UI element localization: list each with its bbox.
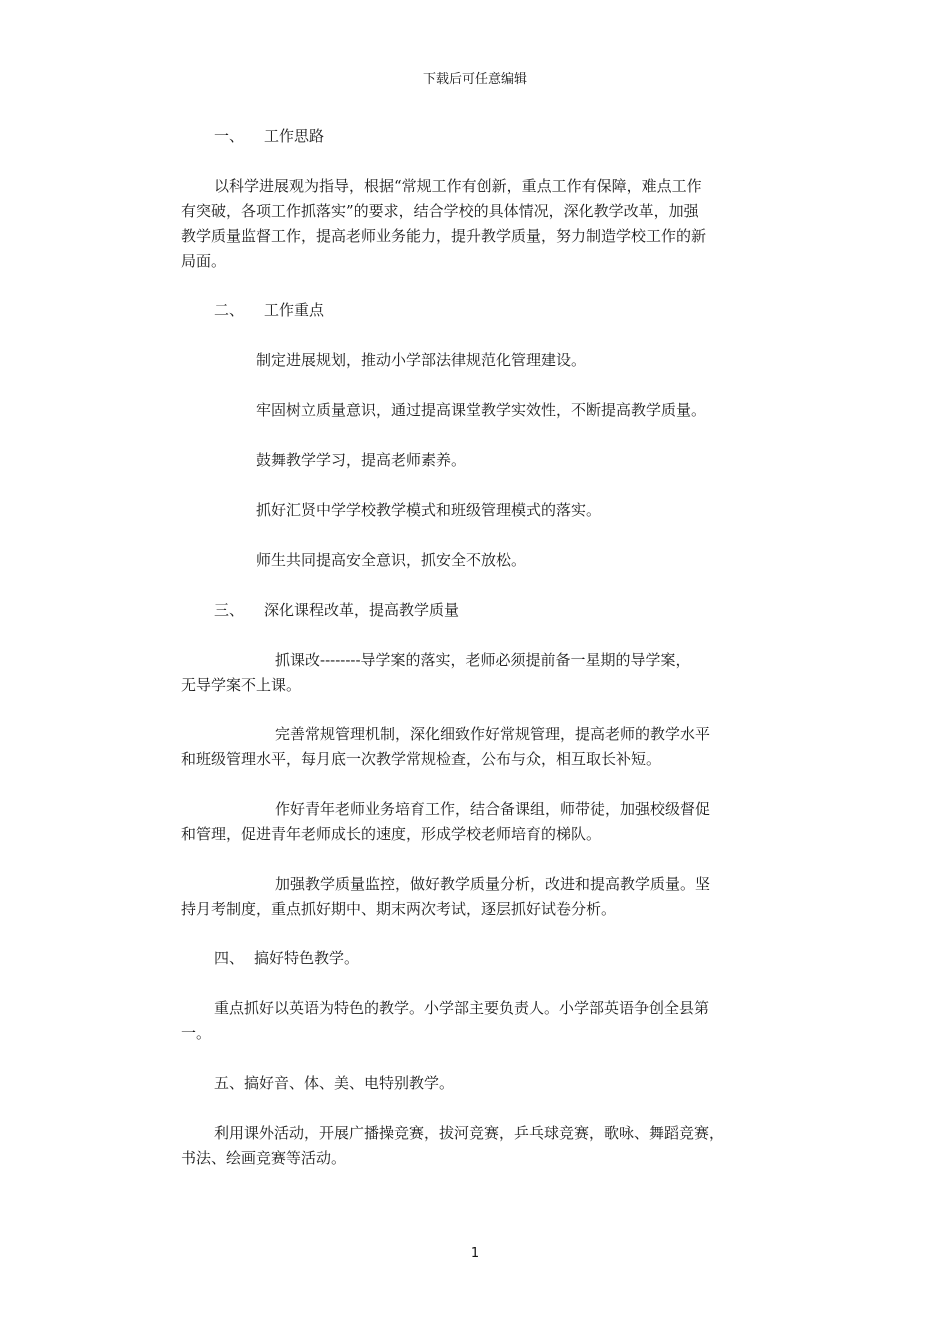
section-4-number: 四、 xyxy=(214,949,245,967)
section-2-item-2: 牢固树立质量意识，通过提高课堂教学实效性，不断提高教学质量。 xyxy=(256,401,707,419)
section-1-title: 工作思路 xyxy=(264,127,325,145)
page-number: 1 xyxy=(470,1246,480,1261)
section-3-para-1-line-2: 无导学案不上课。 xyxy=(181,676,302,694)
section-2-item-4: 抓好汇贤中学学校教学模式和班级管理模式的落实。 xyxy=(256,501,602,519)
section-3-para-2-line-1: 完善常规管理机制，深化细致作好常规管理，提高老师的教学水平 xyxy=(275,725,711,743)
page-header: 下载后可任意编辑 xyxy=(422,72,527,87)
section-5-line-2: 书法、绘画竞赛等活动。 xyxy=(181,1149,347,1167)
section-2-number: 二、 xyxy=(214,301,245,319)
section-1-line-4: 局面。 xyxy=(181,252,227,270)
section-4-title: 搞好特色教学。 xyxy=(254,949,360,967)
section-1-line-2: 有突破，各项工作抓落实”的要求，结合学校的具体情况，深化教学改革，加强 xyxy=(181,202,699,220)
section-5-title: 五、搞好音、体、美、电特别教学。 xyxy=(214,1074,455,1092)
section-4-line-2: 一。 xyxy=(181,1024,212,1042)
section-1-number: 一、 xyxy=(214,127,245,145)
section-3-para-2-line-2: 和班级管理水平，每月底一次教学常规检查，公布与众，相互取长补短。 xyxy=(181,750,662,768)
section-3-number: 三、 xyxy=(214,601,245,619)
section-2-item-3: 鼓舞教学学习，提高老师素养。 xyxy=(256,451,467,469)
section-3-title: 深化课程改革，提高教学质量 xyxy=(264,601,460,619)
section-3-para-4-line-2: 持月考制度，重点抓好期中、期末两次考试，逐层抓好试卷分析。 xyxy=(181,900,617,918)
section-4-heading xyxy=(214,946,359,971)
section-2-item-1: 制定进展规划，推动小学部法律规范化管理建设。 xyxy=(256,351,587,369)
section-1-heading xyxy=(214,124,324,149)
section-1-line-1: 以科学进展观为指导，根据“常规工作有创新，重点工作有保障，难点工作 xyxy=(214,177,702,195)
section-2-item-5: 师生共同提高安全意识，抓安全不放松。 xyxy=(256,551,527,569)
section-4-line-1: 重点抓好以英语为特色的教学。小学部主要负责人。小学部英语争创全县第 xyxy=(214,999,710,1017)
section-3-para-3-line-2: 和管理，促进青年老师成长的速度，形成学校老师培育的梯队。 xyxy=(181,825,602,843)
section-2-title: 工作重点 xyxy=(264,301,325,319)
section-5-line-1: 利用课外活动，开展广播操竞赛，拔河竞赛，乒乓球竞赛，歌咏、舞蹈竞赛， xyxy=(214,1124,725,1142)
section-3-para-4-line-1: 加强教学质量监控，做好教学质量分析，改进和提高教学质量。坚 xyxy=(275,875,711,893)
section-2-heading xyxy=(214,298,324,323)
section-1-line-3: 教学质量监督工作，提高老师业务能力，提升教学质量，努力制造学校工作的新 xyxy=(181,227,707,245)
section-3-para-3-line-1: 作好青年老师业务培育工作，结合备课组，师带徒，加强校级督促 xyxy=(275,800,711,818)
section-3-para-1-line-1: 抓课改--------导学案的落实，老师必须提前备一星期的导学案， xyxy=(275,651,691,669)
section-3-heading xyxy=(214,598,459,623)
section-5-heading xyxy=(214,1071,454,1096)
